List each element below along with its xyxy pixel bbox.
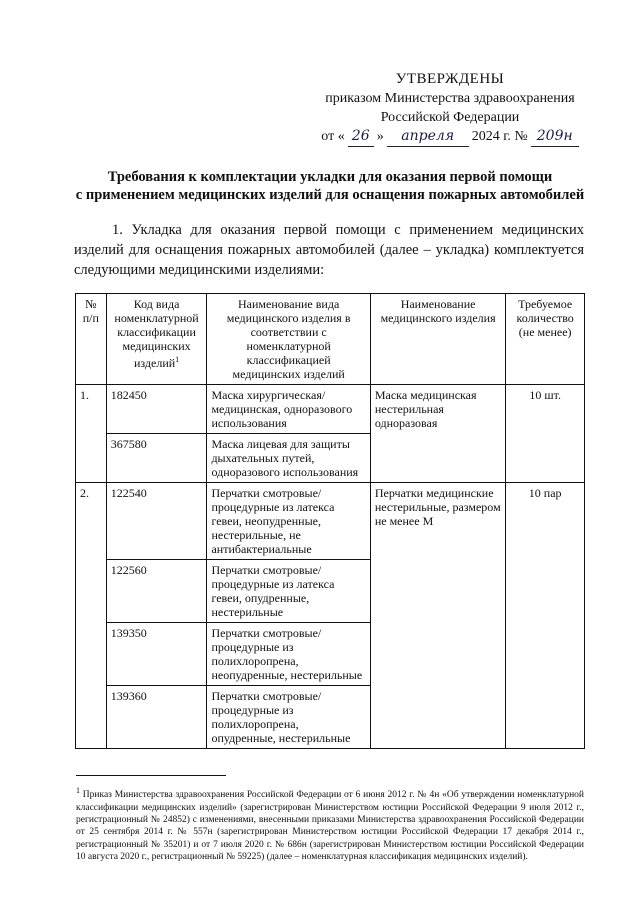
order-number: 209н [531,127,579,147]
cell-kind: Перчатки смотровые/ процедурные из полихлоропрена, неопудренные, нестерильные [207,623,370,686]
approval-line-2: Российской Федерации [380,110,520,125]
header-num: № п/п [76,294,107,385]
cell-kind: Перчатки смотровые/ процедурные из латекса гевеи, неопудренные, нестерильные, не антибактериальные [207,483,370,560]
header-qty: Требуемое количество (не менее) [506,294,585,385]
cell-qty: 10 шт. [506,385,585,483]
table-row [76,385,585,434]
intro-paragraph [74,220,584,280]
cell-kind: Перчатки смотровые/ процедурные из полихлоропрена, опудренные, нестерильные [207,686,370,749]
title-line-1: Требования к комплектации укладки для оказания первой помощи [107,169,553,185]
title-line-2: с применением медицинских изделий для оснащения пожарных автомобилей [75,187,585,203]
table-header-row [76,294,585,385]
cell-code: 122540 [106,483,207,560]
cell-code: 182450 [106,385,207,434]
date-mid: » [376,129,384,144]
cell-kind: Маска хирургическая/ медицинская, одноразового использования [207,385,370,434]
header-item: Наименование медицинского изделия [370,294,505,385]
footnote-divider [76,775,226,776]
cell-code: 139360 [106,686,207,749]
date-day: 26 [348,127,374,147]
table-row [76,483,585,560]
cell-code: 367580 [106,434,207,483]
footnote-text: Приказ Министерства здравоохранения Российской Федерации от 6 июня 2012 г. № 4н «Об утверждении номенклатурной классификации медицинских изделий» (зарегистрирован Министерством юстиции Российской Федерации 9 июля 2012 г., регистрационный № 24852) с изменениями, внесенными приказами Министерства здравоохранения Российской Федерации от 25 сентября 2014 г. № 557н (зарегистрирован Министерством юстиции Российской Федерации 17 декабря 2014 г., регистрационный № 35201) и от 7 июля 2020 г. № 686н (зарегистрирован Министерством юстиции Российской Федерации 10 августа 2020 г., регистрационный № 59225) (далее – номенклатурная классификация медицинских изделий). [76,790,584,863]
header-code-text: Код вида номенклатурной классификации медицинских изделий [114,297,199,370]
approval-line-1: приказом Министерства здравоохранения [325,91,575,106]
header-code [106,294,207,385]
footnote [76,785,584,864]
cell-num: 1. [76,385,107,483]
cell-item: Маска медицинская нестерильная одноразовая [370,385,505,483]
intro-text: 1. Укладка для оказания первой помощи с применением медицинских изделий для оснащения пожарных автомобилей (далее – укладка) комплектуется следующими медицинскими изделиями: [74,222,584,278]
approval-heading: УТВЕРЖДЕНЫ [395,71,505,87]
cell-kind: Перчатки смотровые/ процедурные из латекса гевеи, опудренные, нестерильные [207,560,370,623]
approval-date-line [300,127,600,147]
cell-code: 122560 [106,560,207,623]
date-month: апреля [387,127,469,147]
items-table [75,293,585,749]
footnote-mark: 1 [76,786,80,795]
cell-qty: 10 пар [506,483,585,749]
cell-item: Перчатки медицинские нестерильные, размером не менее M [370,483,505,749]
approval-block [300,70,600,147]
cell-kind: Маска лицевая для защиты дыхательных путей, одноразового использования [207,434,370,483]
date-year: 2024 г. № [471,129,528,144]
document-title [60,168,600,204]
header-kind: Наименование вида медицинского изделия в соответствии с номенклатурной классификацией медицинских изделий [207,294,370,385]
cell-num: 2. [76,483,107,749]
header-code-footnote-mark: 1 [175,355,180,364]
date-prefix: от « [321,129,345,144]
cell-code: 139350 [106,623,207,686]
